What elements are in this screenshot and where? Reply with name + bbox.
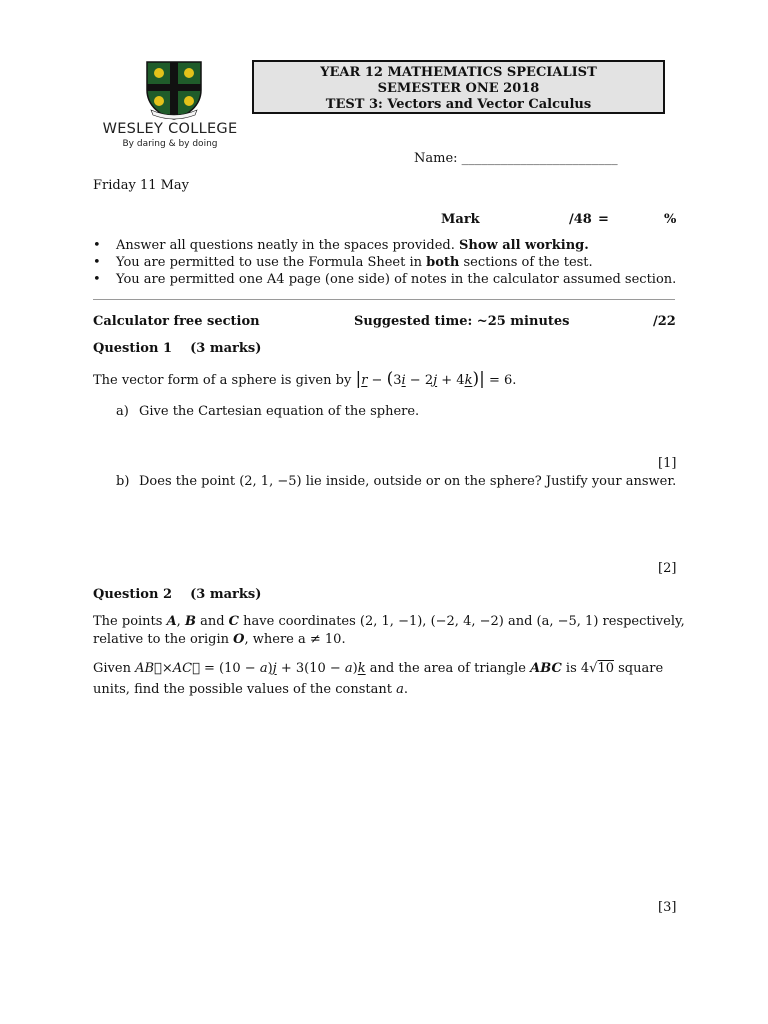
instruction-item [93, 254, 676, 271]
q2-points-text: have coordinates (2, 1, −1), (−2, 4, −2) and (a, −5, 1) respectively, [243, 614, 685, 629]
q2-marks: (3 marks) [190, 587, 262, 602]
instruction-text-tail: sections of the test. [459, 255, 593, 270]
q1-intro [93, 371, 516, 389]
instruction-text: You are permitted to use the Formula Sheet in [116, 255, 427, 270]
title-line-2: SEMESTER ONE 2018 [377, 81, 540, 96]
q2-units-line: units, find the possible values of the constant a. [93, 682, 409, 697]
q2-cross-product: AB⃗×AC⃗ = (10 − a)j + 3(10 − a)k [135, 661, 366, 676]
test-date: Friday 11 May [93, 178, 190, 193]
divider [93, 299, 675, 300]
q2-given-label: Given [93, 661, 131, 676]
q2-area-text: and the area of triangle [369, 661, 526, 676]
q1-marks: (3 marks) [190, 341, 262, 356]
name-blank[interactable]: ________________________ [461, 151, 618, 166]
q1-part-b-text: Does the point (2, 1, −5) lie inside, outside or on the sphere? Justify your answer. [139, 474, 677, 489]
mark-percent: % [664, 212, 677, 227]
q1-part-a-marks: [1] [658, 456, 677, 471]
section-marks: /22 [653, 314, 676, 329]
q2-square-word: square [618, 661, 664, 676]
q2-title: Question 2 [93, 587, 173, 602]
q1-part-a-label: a) [116, 404, 129, 419]
q2-given-line: Given AB⃗×AC⃗ = (10 − a)j + 3(10 − a)k and the area of triangle ABC is 4√10 square [93, 661, 664, 676]
mark-label: Mark [441, 212, 480, 227]
q2-heading [93, 587, 261, 603]
instruction-emphasis: both [426, 255, 460, 270]
instruction-text: Answer all questions neatly in the spaces provided. [116, 238, 459, 253]
q2-origin-text: relative to the origin [93, 632, 230, 647]
q2-condition-text: , where a ≠ 10. [244, 632, 346, 647]
section-time: Suggested time: ~25 minutes [354, 314, 570, 329]
title-line-3: TEST 3: Vectors and Vector Calculus [325, 97, 592, 112]
name-label: Name: [414, 151, 458, 166]
q1-sphere-equation: |r − (3i − 2j + 4k)| = 6. [355, 369, 517, 389]
title-line-1: YEAR 12 MATHEMATICS SPECIALIST [320, 65, 597, 80]
instruction-text: You are permitted one A4 page (one side) of notes in the calculator assumed section. [116, 272, 677, 287]
college-crest-icon [143, 60, 205, 120]
section-title: Calculator free section [93, 314, 260, 329]
test-title-box [252, 60, 665, 114]
q2-points-line-2: relative to the origin O, where a ≠ 10. [93, 632, 346, 647]
q1-part-a-text: Give the Cartesian equation of the sphere. [139, 404, 420, 419]
name-field[interactable] [414, 151, 618, 167]
mark-total: /48 [569, 212, 592, 227]
q2-total-marks: [3] [658, 900, 677, 915]
q1-title: Question 1 [93, 341, 173, 356]
q1-part-b-marks: [2] [658, 561, 677, 576]
instruction-item [93, 271, 676, 288]
instruction-emphasis: Show all working. [459, 238, 589, 253]
q2-area-value: 4√10 [580, 661, 614, 676]
q1-heading [93, 341, 261, 357]
college-motto: By daring & by doing [122, 139, 218, 149]
q2-find-text: units, find the possible values of the constant [93, 682, 392, 697]
q2-points-line-1: The points A, B and C have coordinates (2, 1, −1), (−2, 4, −2) and (a, −5, 1) respectively, [93, 614, 685, 629]
instructions-list [93, 237, 676, 288]
q1-intro-text: The vector form of a sphere is given by [93, 373, 352, 388]
instruction-item [93, 237, 676, 254]
college-name: WESLEY COLLEGE [102, 121, 238, 137]
q1-part-b-label: b) [116, 474, 130, 489]
mark-equals: = [598, 212, 609, 227]
